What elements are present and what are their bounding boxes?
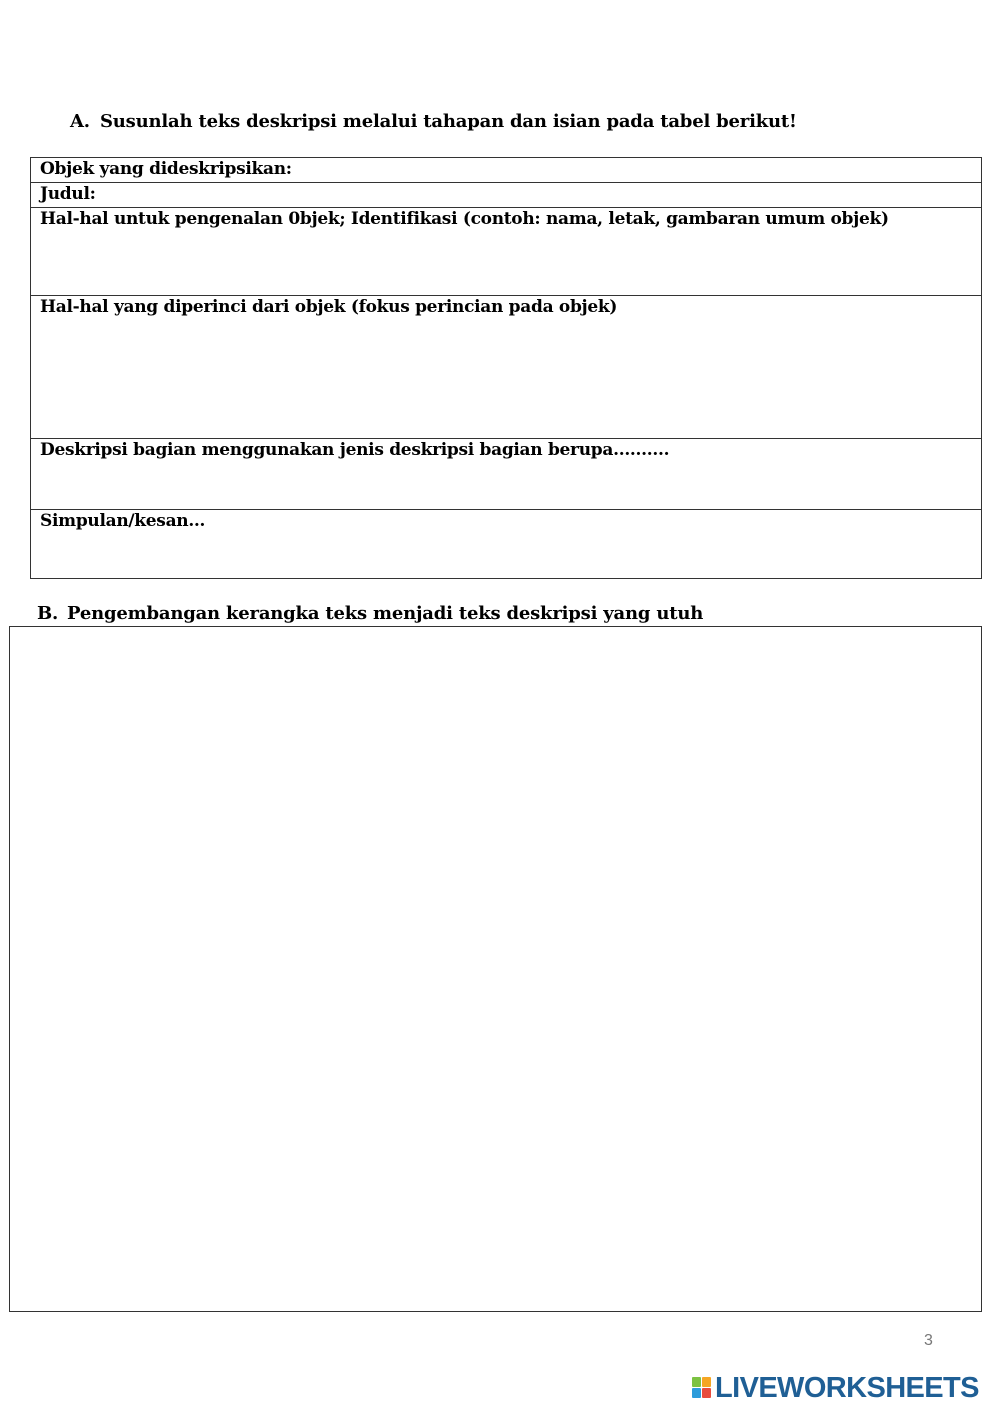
- answer-text-box[interactable]: [9, 626, 982, 1312]
- liveworksheets-logo-icon: [692, 1377, 712, 1399]
- liveworksheets-watermark: [692, 1373, 979, 1403]
- outline-row-simpulan[interactable]: Simpulan/kesan…: [31, 509, 981, 579]
- outline-table: [30, 157, 982, 579]
- section-a-marker: A.: [70, 111, 90, 132]
- section-b-heading: [37, 603, 703, 624]
- outline-row-objek[interactable]: Objek yang dideskripsikan:: [40, 159, 292, 179]
- section-a-title: Susunlah teks deskripsi melalui tahapan dan isian pada tabel berikut!: [100, 111, 797, 132]
- outline-row-identifikasi[interactable]: Hal-hal untuk pengenalan 0bjek; Identifikasi (contoh: nama, letak, gambaran umum objek): [31, 207, 981, 295]
- section-a-heading: [70, 111, 797, 132]
- page-number: 3: [924, 1332, 933, 1349]
- outline-row-perincian[interactable]: Hal-hal yang diperinci dari objek (fokus perincian pada objek): [31, 295, 981, 438]
- outline-row-deskripsi-bagian[interactable]: Deskripsi bagian menggunakan jenis deskripsi bagian berupa..........: [31, 438, 981, 509]
- outline-row-judul[interactable]: Judul:: [31, 182, 981, 207]
- section-b-title: Pengembangan kerangka teks menjadi teks deskripsi yang utuh: [67, 603, 704, 624]
- liveworksheets-logo-text: LIVEWORKSHEETS: [715, 1372, 979, 1404]
- section-b-marker: B.: [37, 603, 59, 624]
